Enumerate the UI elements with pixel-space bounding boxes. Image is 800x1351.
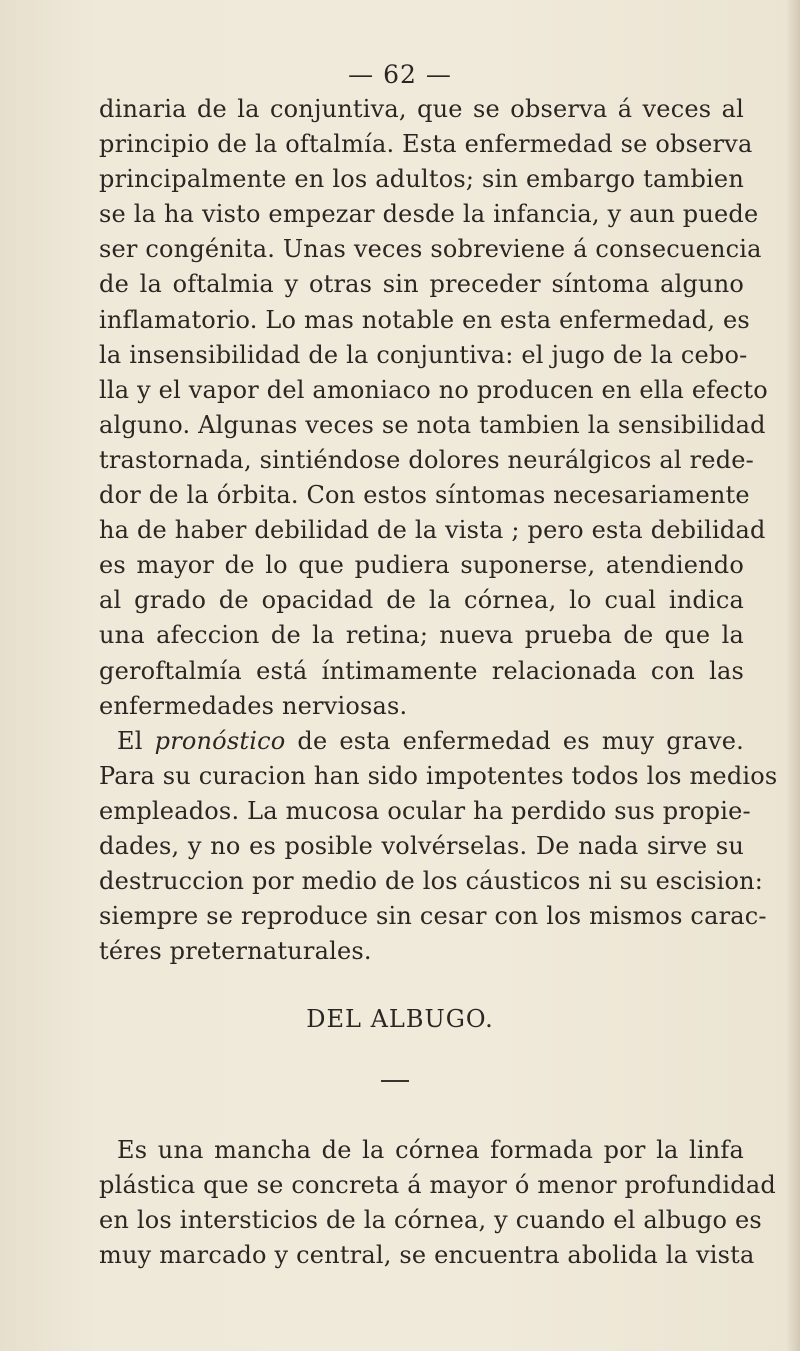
text-line: dades, y no es posible volvérselas. De nada sirve su: [99, 831, 744, 860]
page-number: — 62 —: [348, 60, 452, 89]
text-line: destruccion por medio de los cáusticos ni su escision:: [99, 867, 764, 896]
text-line: Es una mancha de la córnea formada por la linfa: [117, 1136, 744, 1164]
text-line: al grado de opacidad de la córnea, lo cual indica: [99, 586, 744, 615]
text-line: ser congénita. Unas veces sobreviene á consecuencia: [99, 235, 762, 264]
text-line: téres preternaturales.: [99, 937, 372, 966]
text-line: siempre se reproduce sin cesar con los mismos carac-: [99, 902, 767, 931]
text-line: trastornada, sintiéndose dolores neurálgicos al rede-: [99, 445, 754, 474]
text-line: se la ha visto empezar desde la infancia, y aun puede: [99, 200, 759, 229]
text-fragment: El: [117, 726, 143, 755]
section-heading: DEL ALBUGO.: [306, 1005, 494, 1033]
page-spine-shadow: [786, 0, 800, 1351]
text-line: enfermedades nerviosas.: [99, 691, 408, 720]
text-line: en los intersticios de la córnea, y cuando el albugo es: [99, 1206, 762, 1235]
paragraph-body-1: [99, 92, 778, 969]
paragraph-2-first-line: [99, 724, 744, 759]
text-line: principalmente en los adultos; sin embargo tambien: [99, 165, 744, 194]
text-line: dor de la órbita. Con estos síntomas necesariamente: [99, 481, 750, 510]
text-line: plástica que se concreta á mayor ó menor profundidad: [99, 1171, 776, 1200]
text-line: Para su curacion han sido impotentes todos los medios: [99, 761, 778, 790]
text-line: alguno. Algunas veces se nota tambien la sensibilidad: [99, 410, 766, 439]
text-line: de la oftalmia y otras sin preceder síntoma alguno: [99, 270, 744, 299]
text-line: muy marcado y central, se encuentra abolida la vista: [99, 1241, 755, 1270]
text-line: empleados. La mucosa ocular ha perdido sus propie-: [99, 796, 751, 825]
text-line: la insensibilidad de la conjuntiva: el jugo de la cebo-: [99, 340, 748, 369]
text-line: geroftalmía está íntimamente relacionada con las: [99, 656, 744, 685]
section-divider: [381, 1080, 409, 1082]
text-fragment: de esta enfermedad es muy grave.: [297, 726, 744, 755]
text-line: ha de haber debilidad de la vista ; pero esta debilidad: [99, 516, 766, 545]
italic-term: pronóstico: [154, 726, 286, 755]
text-line: dinaria de la conjuntiva, que se observa á veces al: [99, 95, 744, 123]
text-line: principio de la oftalmía. Esta enfermedad se observa: [99, 130, 753, 159]
paragraph-body-3: [99, 1133, 776, 1273]
text-line: inflamatorio. Lo mas notable en esta enfermedad, es: [99, 305, 750, 334]
text-line: es mayor de lo que pudiera suponerse, atendiendo: [99, 551, 744, 580]
text-line: lla y el vapor del amoniaco no producen en ella efecto: [99, 375, 768, 404]
text-line: una afeccion de la retina; nueva prueba de que la: [99, 621, 744, 650]
